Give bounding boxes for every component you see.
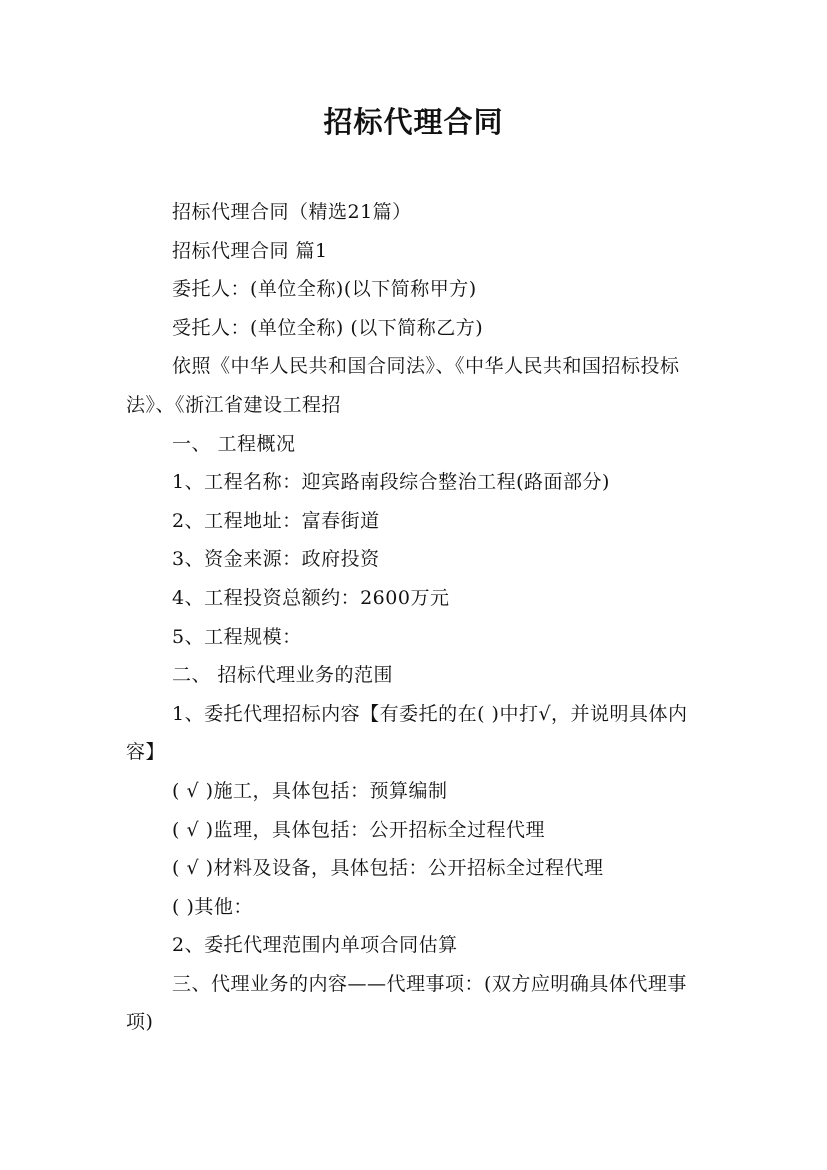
paragraph-scope-content: 1、委托代理招标内容【有委托的在( )中打√，并说明具体内容】	[126, 702, 688, 764]
section-heading-business-content: 三、代理业务的内容——代理事项：(双方应明确具体代理事项)	[126, 972, 687, 1034]
section-heading-scope: 二、 招标代理业务的范围	[172, 664, 394, 687]
paragraph-chapter-heading: 招标代理合同 篇1	[172, 239, 328, 262]
paragraph-principal: 委托人：(单位全称)(以下简称甲方)	[172, 278, 477, 301]
paragraph-project-address: 2、工程地址：富春街道	[172, 509, 380, 532]
paragraph-scope-materials: ( √ )材料及设备，具体包括：公开招标全过程代理	[172, 857, 604, 880]
paragraph-contract-estimate: 2、委托代理范围内单项合同估算	[172, 934, 458, 957]
paragraph-subtitle: 招标代理合同（精选21篇）	[172, 201, 412, 223]
document-body	[126, 193, 706, 1042]
paragraph-agent: 受托人：(单位全称) (以下简称乙方)	[172, 316, 484, 339]
document-title: 招标代理合同	[323, 105, 504, 139]
paragraph-project-scale: 5、工程规模：	[172, 625, 302, 648]
paragraph-fund-source: 3、资金来源：政府投资	[172, 548, 380, 571]
paragraph-scope-construction: ( √ )施工，具体包括：预算编制	[172, 779, 448, 802]
paragraph-investment-total: 4、工程投资总额约：2600万元	[172, 586, 450, 609]
paragraph-scope-supervision: ( √ )监理，具体包括：公开招标全过程代理	[172, 818, 546, 841]
paragraph-project-name: 1、工程名称：迎宾路南段综合整治工程(路面部分)	[172, 471, 610, 494]
paragraph-scope-other: ( )其他：	[172, 895, 253, 918]
section-heading-overview: 一、 工程概况	[172, 432, 296, 455]
paragraph-legal-basis: 依照《中华人民共和国合同法》、《中华人民共和国招标投标法》、《浙江省建设工程招	[126, 355, 680, 416]
